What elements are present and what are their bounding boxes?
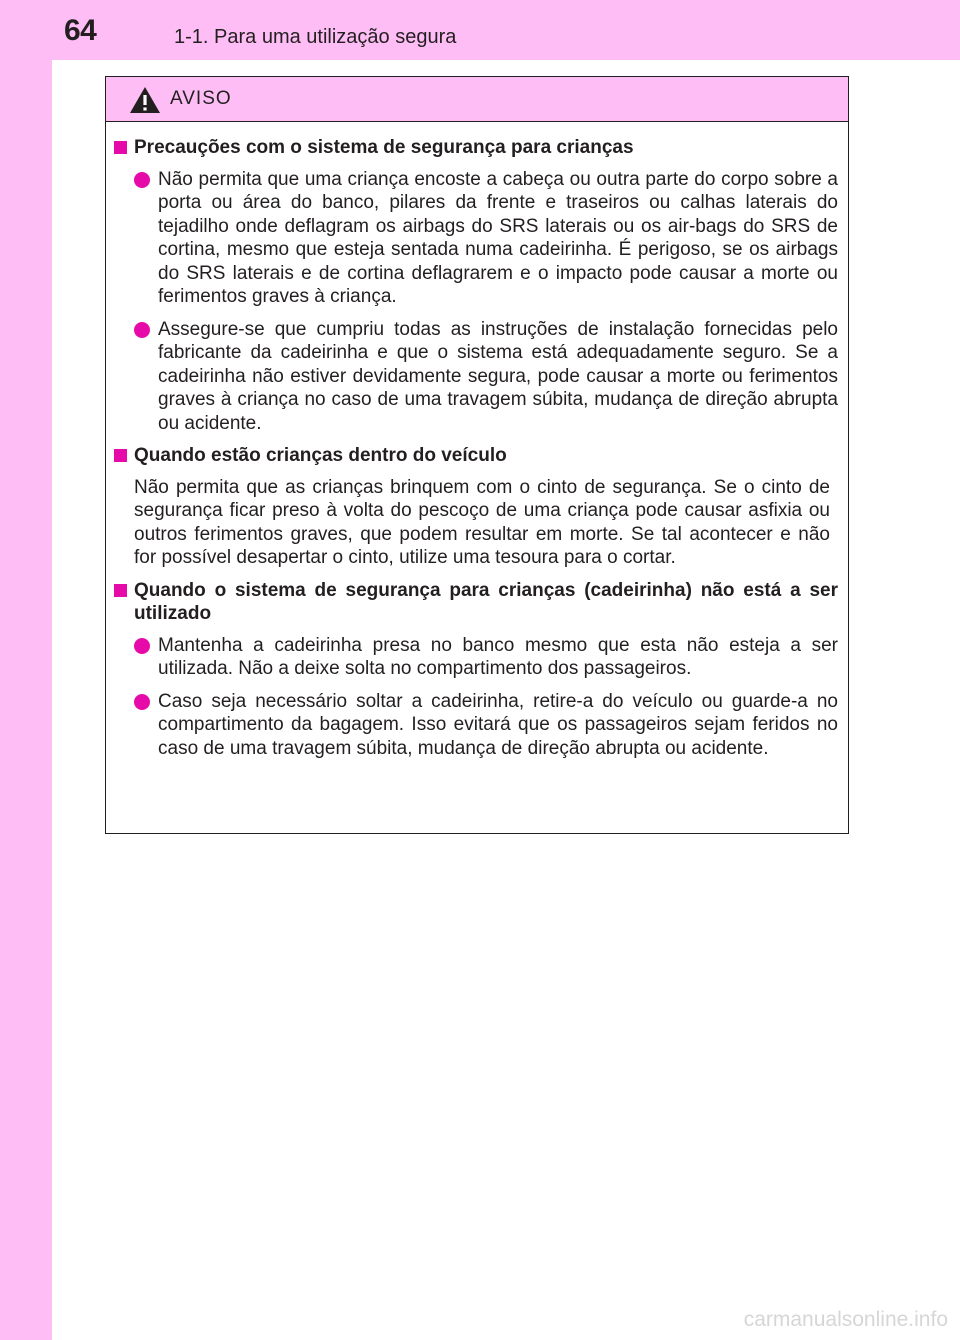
watermark-text: carmanualsonline.info <box>743 1308 948 1331</box>
circle-bullet-icon <box>134 322 150 338</box>
warning-content <box>106 122 848 760</box>
section-title: 1-1. Para uma utilização segura <box>174 26 457 48</box>
bullet-text: Não permita que uma criança encoste a cabeça ou outra parte do corpo sobre a porta ou área do banco, pilares da frente e traseiros ou calhas laterais do tejadilho onde deflagram os airbags do SRS laterais ou os air-bags do SRS de cortina, mesmo que esteja sentada numa cadeirinha. É perigoso, se os airbags do SRS laterais e de cortina deflagrarem e o impacto pode causar a morte ou ferimentos graves à criança. <box>158 168 838 307</box>
bullet-text: Caso seja necessário soltar a cadeirinha, retire-a do veículo ou guarde-a no compartimento da bagagem. Isso evitará que os passageiros sejam feridos no caso de uma travagem súbita, mudança de direção abrupta ou acidente. <box>158 690 838 759</box>
heading-text: Quando o sistema de segurança para crianças (cadeirinha) não está a ser utilizado <box>134 579 838 624</box>
circle-bullet-icon <box>134 172 150 188</box>
warning-box <box>105 76 849 834</box>
square-bullet-icon <box>114 584 127 597</box>
page-number: 64 <box>64 14 97 47</box>
header-band <box>0 0 960 60</box>
bullet-item <box>114 168 838 309</box>
warning-header <box>106 77 848 122</box>
bullet-item <box>114 690 838 761</box>
square-bullet-icon <box>114 141 127 154</box>
warning-triangle-icon <box>128 85 162 115</box>
square-bullet-icon <box>114 449 127 462</box>
heading-text: Precauções com o sistema de segurança para crianças <box>134 137 634 158</box>
bullet-item <box>114 634 838 681</box>
section-paragraph: Não permita que as crianças brinquem com o cinto de segurança. Se o cinto de segurança ficar preso à volta do pescoço de uma criança pode causar asfixia ou outros ferimentos graves, que podem resultar em morte. Se tal acontecer e não for possível desapertar o cinto, utilize uma tesoura para o cortar. <box>134 476 830 568</box>
circle-bullet-icon <box>134 694 150 710</box>
section-heading <box>114 444 838 468</box>
heading-text: Quando estão crianças dentro do veículo <box>134 445 507 466</box>
side-color-band <box>0 0 52 1340</box>
circle-bullet-icon <box>134 638 150 654</box>
bullet-text: Mantenha a cadeirinha presa no banco mesmo que esta não esteja a ser utilizada. Não a deixe solta no compartimento dos passageiros. <box>158 634 838 679</box>
section-heading <box>114 579 838 626</box>
warning-title: AVISO <box>170 88 232 109</box>
section-heading <box>114 136 838 160</box>
bullet-item <box>114 318 838 436</box>
bullet-text: Assegure-se que cumpriu todas as instruções de instalação fornecidas pelo fabricante da cadeirinha e que o sistema está adequadamente seguro. Se a cadeirinha não estiver devidamente segura, pode causar a morte ou ferimentos graves à criança no caso de uma travagem súbita, mudança de direção abrupta ou acidente. <box>158 318 838 434</box>
